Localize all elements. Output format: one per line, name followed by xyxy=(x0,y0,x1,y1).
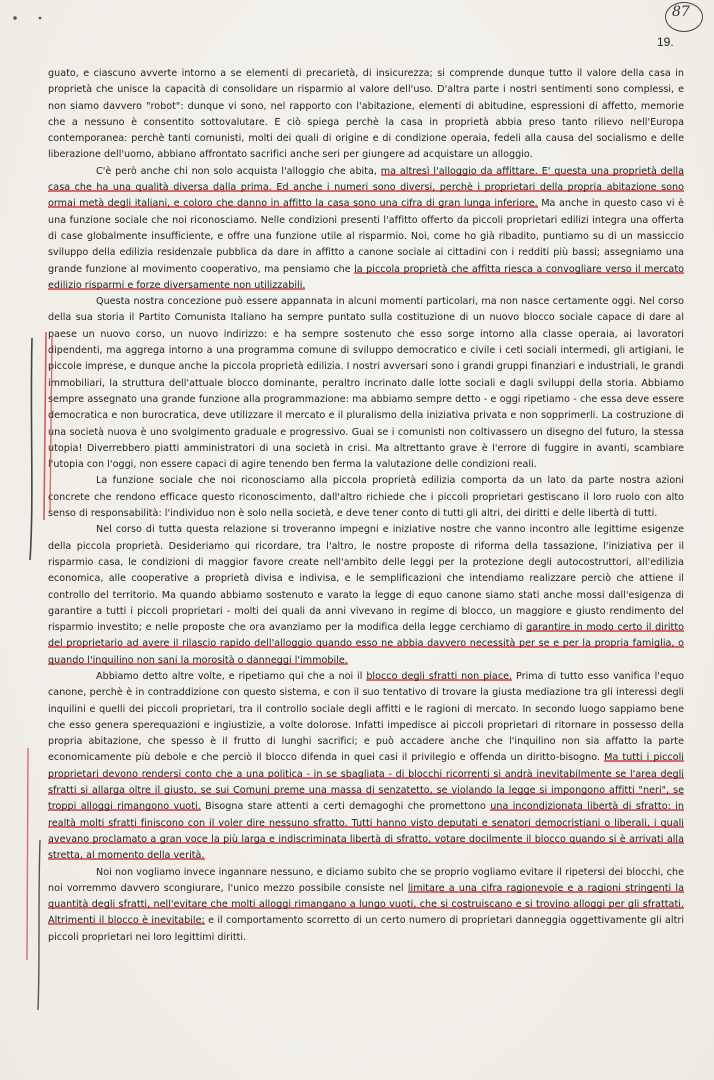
text-run: La funzione sociale che noi riconosciamo alla piccola proprietà edilizia comporta da un lato da parte nostra azioni concrete che rendono efficace questo riconoscimento, dall'altro richiede che i piccoli proprietari gestiscano il loro ruolo con alto senso di responsabilità: l'individuo non è solo nella società, e deve tener conto di tutti gli altri, dei diritti e delle libertà di tutti. xyxy=(48,475,684,520)
scan-speck xyxy=(39,17,42,20)
highlighted-text: garantire in modo certo il diritto del proprietario ad avere il rilascio rapido dell'alloggio quando esso ne abbia davvero necessità per se e per la propria famiglia, o quando l'inquilino non sani la morosità o danneggi l'immobile. xyxy=(48,622,684,666)
margin-bracket-mark xyxy=(38,840,40,1010)
text-run: e il comportamento scorretto di un certo numero di proprietari danneggia oggettivamente gli altri piccoli proprietari nei loro legittimi diritti. xyxy=(48,915,685,943)
handwritten-page-number: 87 xyxy=(672,4,690,20)
highlighted-text: una incondizionata libertà di sfratto: in realtà molti sfratti finiscono con il voler dire nessuno sfratto. Tutti hanno visto deputati e senatori democristiani o liberali, i quali avevano proclamato a gran voce la più larga e indiscriminata libertà di sfratto, votare docilmente il blocco quando si è arrivati alla stretta, al momento della verità. xyxy=(48,801,684,862)
margin-red-line xyxy=(44,332,46,520)
highlighted-text: ma altresì l'alloggio da affittare. E' questa una proprietà della casa che ha una qualità diversa dalla prima. Ed anche i numeri sono diversi, perchè i proprietari della propria abitazione sono ormai metà degli italiani, e coloro che danno in affitto la casa sono una cifra di gran lunga inferiore. xyxy=(48,165,684,210)
highlighted-text: Ma tutti i piccoli proprietari devono rendersi conto che a una politica - in se sbagliata - di blocchi ricorrenti si andrà inevitabilmente se l'area degli sfratti si allarga oltre il giusto, se sui Comuni preme una massa di senzatetto, se violando la legge si impongono affitti "neri", se troppi alloggi rimangono vuoti. xyxy=(48,752,684,813)
margin-red-line xyxy=(27,748,28,960)
highlighted-text: blocco degli sfratti non piace. xyxy=(366,670,513,682)
page-number: 19. xyxy=(657,35,674,49)
text-run: Bisogna stare attenti a certi demagoghi che promettono xyxy=(200,801,491,813)
text-run: Abbiamo detto altre volte, e ripetiamo qui che a noi il xyxy=(96,670,367,682)
paragraph xyxy=(48,522,684,669)
paragraph xyxy=(48,669,684,865)
paragraph xyxy=(48,294,684,473)
text-run: Nel corso di tutta questa relazione si troveranno impegni e iniziative nostre che vanno incontro alle legittime esigenze della piccola proprietà. Desideriamo qui ricordare, tra l'altro, le nostre proposte di riforma della tassazione, l'iniziativa per il risparmio casa, le condizioni di maggior favore create nell'ambito delle leggi per la protezione degli autocostruttori, all'edilizia economica, alle cooperative a proprietà divisa e indivisa, e le semplificazioni che intendiamo realizzare perciò che attiene il controllo del territorio. Ma quando abbiamo sostenuto e varato la legge di equo canone siamo stati anche mossi dall'esigenza di garantire a tutti i piccoli proprietari - molti dei quali da anni vivevano in regime di blocco, un maggiore e giusto rendimento del risparmio investito; e nelle proposte che ora avanziamo per la modifica della legge cerchiamo di xyxy=(48,524,684,634)
margin-bracket-mark xyxy=(30,338,32,560)
paragraph xyxy=(48,66,684,164)
text-run: Noi non vogliamo invece ingannare nessuno, e diciamo subito che se proprio vogliamo evitare il ripetersi dei blocchi, che noi vorremmo davvero scongiurare, l'unico mezzo possibile consiste nel xyxy=(48,866,684,894)
text-run: Questa nostra concezione può essere appannata in alcuni momenti particolari, ma non nasce certamente oggi. Nel corso della sua storia il Partito Comunista Italiano ha sempre puntato sulla costituzione di un nuovo blocco sociale capace di dare al paese un nuovo corso, un nuovo indirizzo: e ha sempre sostenuto che esso sorge intorno alla classe operaia, ai lavoratori dipendenti, ma aggrega intorno a una programma comune di sviluppo democratico e civile i ceti sociali intermedi, gli artigiani, le piccole imprese, e dunque anche la piccola proprietà edilizia. I nostri avversari sono i grandi gruppi finanziari e industriali, le grandi immobiliari, la struttura dell'attuale blocco dominante, peraltro incrinato dalle lotte sociali e dagli sviluppi della storia. Abbiamo sempre assegnato una grande funzione alla programmazione: ma abbiamo sempre detto - e oggi ripetiamo - che essa deve essere democratica e non burocratica, deve utilizzare il mercato e il pluralismo della iniziativa privata e non sopprimerli. La costruzione di una società nuova è uno svolgimento graduale e progressivo. Guai se i comunisti non coltivassero un disegno del futuro, la stessa utopia! Diverrebbero piatti amministratori di una società in crisi. Ma altrettanto grave è l'errore di fuggire in avanti, scambiare l'utopia con l'oggi, non essere capaci di agire tenendo ben ferma la valutazione delle condizioni reali. xyxy=(48,296,684,471)
highlighted-text: la piccola proprietà che affitta riesca a convogliare verso il mercato edilizio risparmi e forze diversamente non utilizzabili. xyxy=(48,263,684,291)
text-run: guato, e ciascuno avverte intorno a se elementi di precarietà, di insicurezza; si comprende dunque tutto il valore della casa in proprietà che unisce la capacità di consolidare un risparmio al valore dell'uso. D'altra parte i nostri sentimenti sono complessi, e non siamo davvero "robot": dunque vi sono, nel rapporto con l'abitazione, elementi di abitudine, espressioni di affetto, memorie che a nessuno è consentito sottovalutare. E ciò spiega perchè la casa in proprietà abbia preso tanto rilievo nell'Europa contemporanea: perchè tanti comunisti, molti dei quali di origine e di condizione operaia, fedeli alla causa del socialismo e delle liberazione dell'uomo, abbiano affrontato sacrifici anche seri per giungere ad acquistare un alloggio. xyxy=(48,68,684,161)
paragraph xyxy=(48,865,684,946)
text-run: C'è però anche chi non solo acquista l'alloggio che abita, xyxy=(96,165,381,177)
paragraph xyxy=(48,164,684,294)
document-body xyxy=(48,66,684,946)
scan-speck xyxy=(13,16,17,20)
text-run: Ma anche in questo caso vi è una funzione sociale che noi riconosciamo. Nelle condizioni presenti l'affitto offerto da piccoli proprietari edilizi integra una offerta di case globalmente insufficiente, e offre una funzione utile al risparmio. Noi, come ho già ribadito, puntiamo su di un massiccio sviluppo della edilizia residenzale pubblica da dare in affitto a canone sociale ai cittadini con i redditi più bassi; assegniamo una grande funzione al movimento cooperativo, ma pensiamo che xyxy=(48,198,685,275)
highlighted-text: limitare a una cifra ragionevole e a ragioni stringenti la quantità degli sfratti, nell'evitare che molti alloggi rimangano a lungo vuoti, che si costruiscano e si trovino alloggi per gli sfrattati. Altrimenti il blocco è inevitabile; xyxy=(48,882,684,927)
paragraph xyxy=(48,473,684,522)
text-run: Prima di tutto esso vanifica l'equo canone, perchè è in contraddizione con questo sistema, e con il suo tentativo di trovare la giusta mediazione tra gli interessi degli inquilini e quelli dei piccoli proprietari, tra il controllo sociale degli affitti e le ragioni di mercato. In secondo luogo sappiamo bene che esso genera sperequazioni e ingiustizie, a volte dolorose. Infatti impedisce ai piccoli proprietari di ritornare in possesso della propria abitazione, che spesso è il frutto di lunghi sacrifici; e può accadere anche che l'inquilino non sia affatto la parte economicamente più debole e che perciò il blocco difenda in quei casi il privilegio e offenda un diritto-bisogno. xyxy=(48,670,684,764)
